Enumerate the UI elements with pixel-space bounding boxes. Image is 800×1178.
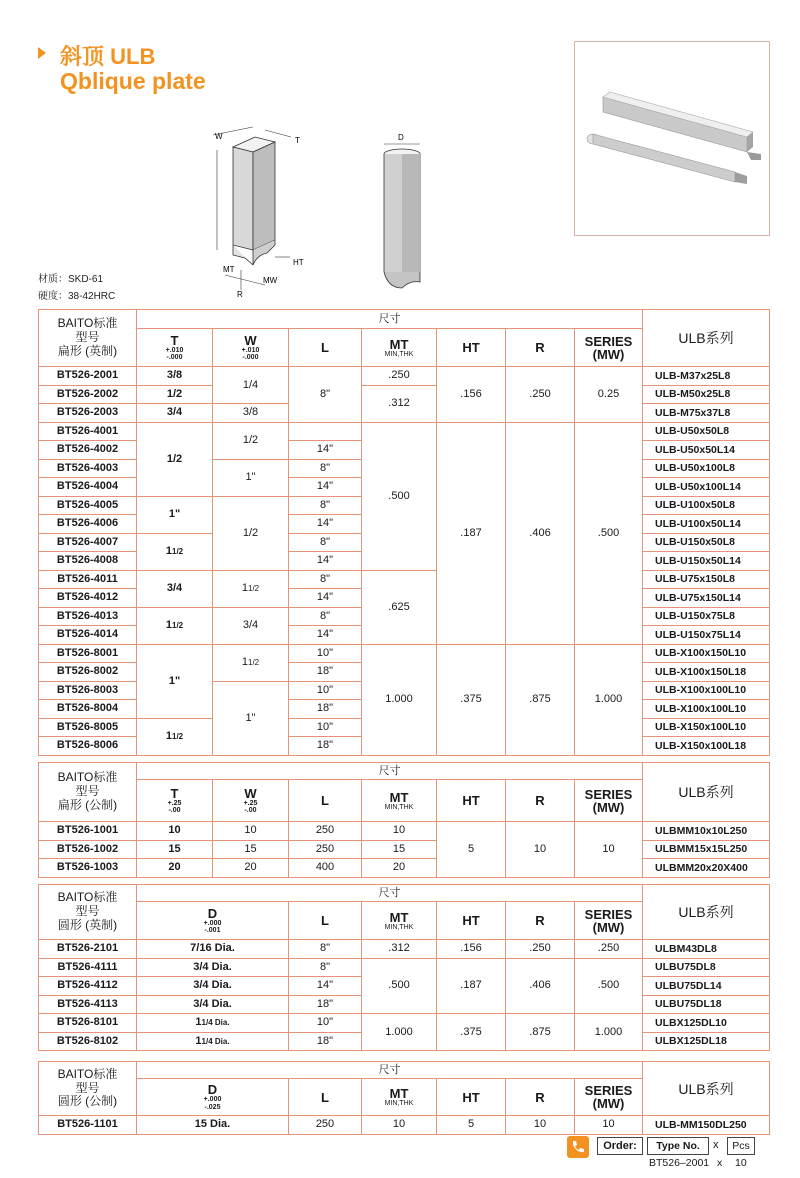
cell-d: 3/4 Dia.: [137, 977, 289, 996]
cell-t: 3/4: [137, 570, 213, 607]
col-t: T +.010 -.000: [137, 329, 213, 367]
row-id: BT526-4003: [39, 459, 137, 478]
series-header: ULB系列: [643, 310, 770, 367]
cell-t: 10: [137, 822, 213, 841]
row-id: BT526-2003: [39, 404, 137, 423]
model-header: BAITO标准 型号 扁形 (英制): [39, 310, 137, 367]
cell-l: 14": [289, 441, 362, 460]
row-model: ULB-U50x50L14: [643, 441, 770, 460]
cell-mt: 20: [362, 859, 437, 878]
cell-l: 14": [289, 515, 362, 534]
col-r: R: [506, 1079, 575, 1116]
type-no-label: Type No.: [647, 1137, 709, 1155]
product-photo: [574, 41, 770, 236]
row-id: BT526-4013: [39, 607, 137, 626]
row-model: ULB-M37x25L8: [643, 367, 770, 386]
cell-ht: .187: [437, 958, 506, 1014]
row-model: ULB-U75x150L8: [643, 570, 770, 589]
cell-l: 8": [289, 496, 362, 515]
row-model: ULB-U75x150L14: [643, 589, 770, 608]
dim-w: W: [215, 132, 223, 141]
dim-ht: HT: [293, 258, 304, 267]
cell-w: 11/2: [213, 570, 289, 607]
model-header: BAITO标准 型号 扁形 (公制): [39, 763, 137, 822]
cell-ht: 5: [437, 822, 506, 878]
dimension-header: 尺寸: [137, 1062, 643, 1079]
cell-mt: .250: [362, 367, 437, 386]
cell-series: 1.000: [575, 1014, 643, 1051]
cell-mt: .312: [362, 940, 437, 959]
row-id: BT526-4008: [39, 552, 137, 571]
row-model: ULB-U150x50L8: [643, 533, 770, 552]
col-series: SERIES (MW): [575, 329, 643, 367]
row-id: BT526-4001: [39, 422, 137, 441]
cell-mt: 10: [362, 822, 437, 841]
cell-r: .250: [506, 367, 575, 423]
cell-l: 10": [289, 644, 362, 663]
row-model: ULBMM10x10L250: [643, 822, 770, 841]
row-id: BT526-8102: [39, 1032, 137, 1051]
row-model: ULB-U100x50L8: [643, 496, 770, 515]
cell-ht: .156: [437, 367, 506, 423]
row-id: BT526-1003: [39, 859, 137, 878]
cell-r: .406: [506, 422, 575, 644]
cell-l: 18": [289, 663, 362, 682]
cell-l: 14": [289, 478, 362, 497]
row-model: ULB-U150x50L14: [643, 552, 770, 571]
dim-mt: MT: [223, 265, 235, 274]
col-ht: HT: [437, 329, 506, 367]
col-r: R: [506, 780, 575, 822]
cell-l: 18": [289, 1032, 362, 1051]
cell-ht: 5: [437, 1116, 506, 1135]
round-bar-drawing: [378, 130, 428, 295]
cell-ht: .187: [437, 422, 506, 644]
order-label: Order:: [597, 1137, 643, 1155]
col-ht: HT: [437, 780, 506, 822]
cell-l: 14": [289, 977, 362, 996]
col-mt: MT MIN,THK: [362, 780, 437, 822]
cell-t: 1": [137, 496, 213, 533]
cell-r: .875: [506, 644, 575, 755]
row-id: BT526-2101: [39, 940, 137, 959]
cell-t: 11/2: [137, 607, 213, 644]
cell-t: 11/2: [137, 718, 213, 755]
rect-bar-drawing: [205, 125, 325, 300]
cell-t: 3/8: [137, 367, 213, 386]
cell-mt: .500: [362, 958, 437, 1014]
cell-w: 1/4: [213, 367, 289, 404]
row-id: BT526-1002: [39, 840, 137, 859]
row-model: ULB-U50x50L8: [643, 422, 770, 441]
cell-l: 14": [289, 552, 362, 571]
order-x: x: [713, 1139, 719, 1151]
cell-r: .250: [506, 940, 575, 959]
col-d: D +.000 -.025: [137, 1079, 289, 1116]
cell-w: 20: [213, 859, 289, 878]
model-header: BAITO标准 型号 圆形 (英制): [39, 885, 137, 940]
col-d: D +.000 -.001: [137, 902, 289, 940]
cell-t: 1/2: [137, 385, 213, 404]
cell-w: 1": [213, 681, 289, 755]
row-model: ULB-X100x100L10: [643, 681, 770, 700]
cell-r: .875: [506, 1014, 575, 1051]
col-mt: MT MIN,THK: [362, 1079, 437, 1116]
series-header: ULB系列: [643, 1062, 770, 1116]
row-id: BT526-1101: [39, 1116, 137, 1135]
table-round-imperial: [38, 884, 770, 1051]
order-example-qty: 10: [735, 1157, 747, 1169]
series-header: ULB系列: [643, 763, 770, 822]
title-cn: 斜顶 ULB: [60, 44, 156, 69]
cell-l: 18": [289, 737, 362, 756]
cell-w: 3/4: [213, 607, 289, 644]
cell-d: 15 Dia.: [137, 1116, 289, 1135]
cell-t: 3/4: [137, 404, 213, 423]
col-r: R: [506, 902, 575, 940]
row-model: ULB-X100x150L10: [643, 644, 770, 663]
row-model: ULB-U100x50L14: [643, 515, 770, 534]
row-id: BT526-4005: [39, 496, 137, 515]
row-model: ULB-U150x75L14: [643, 626, 770, 645]
row-id: BT526-4002: [39, 441, 137, 460]
cell-mt: 1.000: [362, 1014, 437, 1051]
cell-l: 8": [289, 533, 362, 552]
cell-w: 1/2: [213, 422, 289, 459]
row-id: BT526-2001: [39, 367, 137, 386]
row-model: ULBU75DL8: [643, 958, 770, 977]
row-id: BT526-4014: [39, 626, 137, 645]
cell-l: [289, 422, 362, 441]
col-ht: HT: [437, 902, 506, 940]
row-id: BT526-2002: [39, 385, 137, 404]
cell-l: 18": [289, 995, 362, 1014]
col-series: SERIES (MW): [575, 902, 643, 940]
row-model: ULBX125DL18: [643, 1032, 770, 1051]
cell-mt: .625: [362, 570, 437, 644]
cell-l: 8": [289, 940, 362, 959]
col-ht: HT: [437, 1079, 506, 1116]
cell-ht: .375: [437, 1014, 506, 1051]
col-mt: MT MIN,THK: [362, 329, 437, 367]
row-id: BT526-4113: [39, 995, 137, 1014]
dim-mw: MW: [263, 276, 278, 285]
cell-l: 10": [289, 718, 362, 737]
row-id: BT526-8002: [39, 663, 137, 682]
dimension-header: 尺寸: [137, 885, 643, 902]
cell-w: 10: [213, 822, 289, 841]
hardness-label: 硬度：38-42HRC: [38, 291, 116, 302]
row-id: BT526-8101: [39, 1014, 137, 1033]
row-id: BT526-4012: [39, 589, 137, 608]
dim-d: D: [398, 133, 404, 142]
cell-d: 3/4 Dia.: [137, 958, 289, 977]
material-label: 材质：SKD-61: [38, 274, 104, 285]
row-model: ULBX125DL10: [643, 1014, 770, 1033]
row-model: ULB-X100x100L10: [643, 700, 770, 719]
row-model: ULBU75DL18: [643, 995, 770, 1014]
cell-mt: 1.000: [362, 644, 437, 755]
cell-t: 20: [137, 859, 213, 878]
cell-t: 15: [137, 840, 213, 859]
cell-l: 10": [289, 681, 362, 700]
cell-r: 10: [506, 1116, 575, 1135]
order-box: [567, 1136, 767, 1172]
col-w: W +.010 -.000: [213, 329, 289, 367]
row-model: ULB-X100x150L18: [643, 663, 770, 682]
dimension-header: 尺寸: [137, 763, 643, 780]
cell-series: .250: [575, 940, 643, 959]
row-model: ULB-U50x100L14: [643, 478, 770, 497]
col-series: SERIES (MW): [575, 780, 643, 822]
cell-d: 11/4 Dia.: [137, 1032, 289, 1051]
col-w: W +.25 -.00: [213, 780, 289, 822]
pcs-label: Pcs: [727, 1137, 755, 1155]
cell-mt: 15: [362, 840, 437, 859]
series-header: ULB系列: [643, 885, 770, 940]
dim-t: T: [295, 136, 300, 145]
row-model: ULBU75DL14: [643, 977, 770, 996]
cell-l: 8": [289, 570, 362, 589]
cell-l: 10": [289, 1014, 362, 1033]
cell-w: 11/2: [213, 644, 289, 681]
cell-l: 8": [289, 367, 362, 423]
row-id: BT526-4011: [39, 570, 137, 589]
cell-series: 10: [575, 822, 643, 878]
cell-series: 1.000: [575, 644, 643, 755]
cell-ht: .156: [437, 940, 506, 959]
row-model: ULBM43DL8: [643, 940, 770, 959]
cell-d: 11/4 Dia.: [137, 1014, 289, 1033]
row-model: ULB-U150x75L8: [643, 607, 770, 626]
cell-series: .500: [575, 958, 643, 1014]
cell-w: 3/8: [213, 404, 289, 423]
cell-l: 8": [289, 459, 362, 478]
cell-l: 400: [289, 859, 362, 878]
model-header: BAITO标准 型号 圆形 (公制): [39, 1062, 137, 1116]
cell-d: 7/16 Dia.: [137, 940, 289, 959]
cell-l: 14": [289, 589, 362, 608]
order-example-id: BT526–2001: [649, 1157, 710, 1169]
col-r: R: [506, 329, 575, 367]
col-t: T +.25 -.00: [137, 780, 213, 822]
dim-r: R: [237, 290, 243, 299]
cell-mt: .312: [362, 385, 437, 422]
col-series: SERIES (MW): [575, 1079, 643, 1116]
table-flat-metric: [38, 762, 770, 878]
col-l: L: [289, 780, 362, 822]
phone-icon: [567, 1136, 589, 1158]
row-id: BT526-4111: [39, 958, 137, 977]
cell-l: 8": [289, 958, 362, 977]
cell-l: 250: [289, 822, 362, 841]
row-id: BT526-8006: [39, 737, 137, 756]
product-image: [575, 42, 769, 235]
cell-series: .500: [575, 422, 643, 644]
cell-mt: .500: [362, 422, 437, 570]
cell-r: 10: [506, 822, 575, 878]
col-l: L: [289, 329, 362, 367]
row-id: BT526-4004: [39, 478, 137, 497]
row-model: ULBMM20x20X400: [643, 859, 770, 878]
row-model: ULB-MM150DL250: [643, 1116, 770, 1135]
cell-t: 1/2: [137, 422, 213, 496]
cell-t: 11/2: [137, 533, 213, 570]
cell-w: 1/2: [213, 496, 289, 570]
col-l: L: [289, 1079, 362, 1116]
dimension-header: 尺寸: [137, 310, 643, 329]
table-flat-imperial: [38, 309, 770, 756]
table-round-metric: [38, 1061, 770, 1135]
cell-l: 14": [289, 626, 362, 645]
row-id: BT526-4112: [39, 977, 137, 996]
row-model: ULB-X150x100L10: [643, 718, 770, 737]
col-mt: MT MIN,THK: [362, 902, 437, 940]
row-id: BT526-8001: [39, 644, 137, 663]
cell-series: 0.25: [575, 367, 643, 423]
cell-series: 10: [575, 1116, 643, 1135]
row-model: ULBMM15x15L250: [643, 840, 770, 859]
cell-t: 1": [137, 644, 213, 718]
cell-l: 250: [289, 1116, 362, 1135]
row-model: ULB-M50x25L8: [643, 385, 770, 404]
cell-w: 1": [213, 459, 289, 496]
row-model: ULB-M75x37L8: [643, 404, 770, 423]
cell-r: .406: [506, 958, 575, 1014]
order-example-x: x: [717, 1157, 723, 1169]
cell-mt: 10: [362, 1116, 437, 1135]
cell-l: 8": [289, 607, 362, 626]
row-id: BT526-1001: [39, 822, 137, 841]
row-id: BT526-4006: [39, 515, 137, 534]
cell-l: 18": [289, 700, 362, 719]
row-model: ULB-X150x100L18: [643, 737, 770, 756]
cell-ht: .375: [437, 644, 506, 755]
cell-w: 15: [213, 840, 289, 859]
row-id: BT526-4007: [39, 533, 137, 552]
row-model: ULB-U50x100L8: [643, 459, 770, 478]
row-id: BT526-8003: [39, 681, 137, 700]
row-id: BT526-8005: [39, 718, 137, 737]
arrow-icon: [38, 47, 46, 59]
cell-l: 250: [289, 840, 362, 859]
col-l: L: [289, 902, 362, 940]
row-id: BT526-8004: [39, 700, 137, 719]
cell-d: 3/4 Dia.: [137, 995, 289, 1014]
title-en: Qblique plate: [60, 68, 206, 94]
